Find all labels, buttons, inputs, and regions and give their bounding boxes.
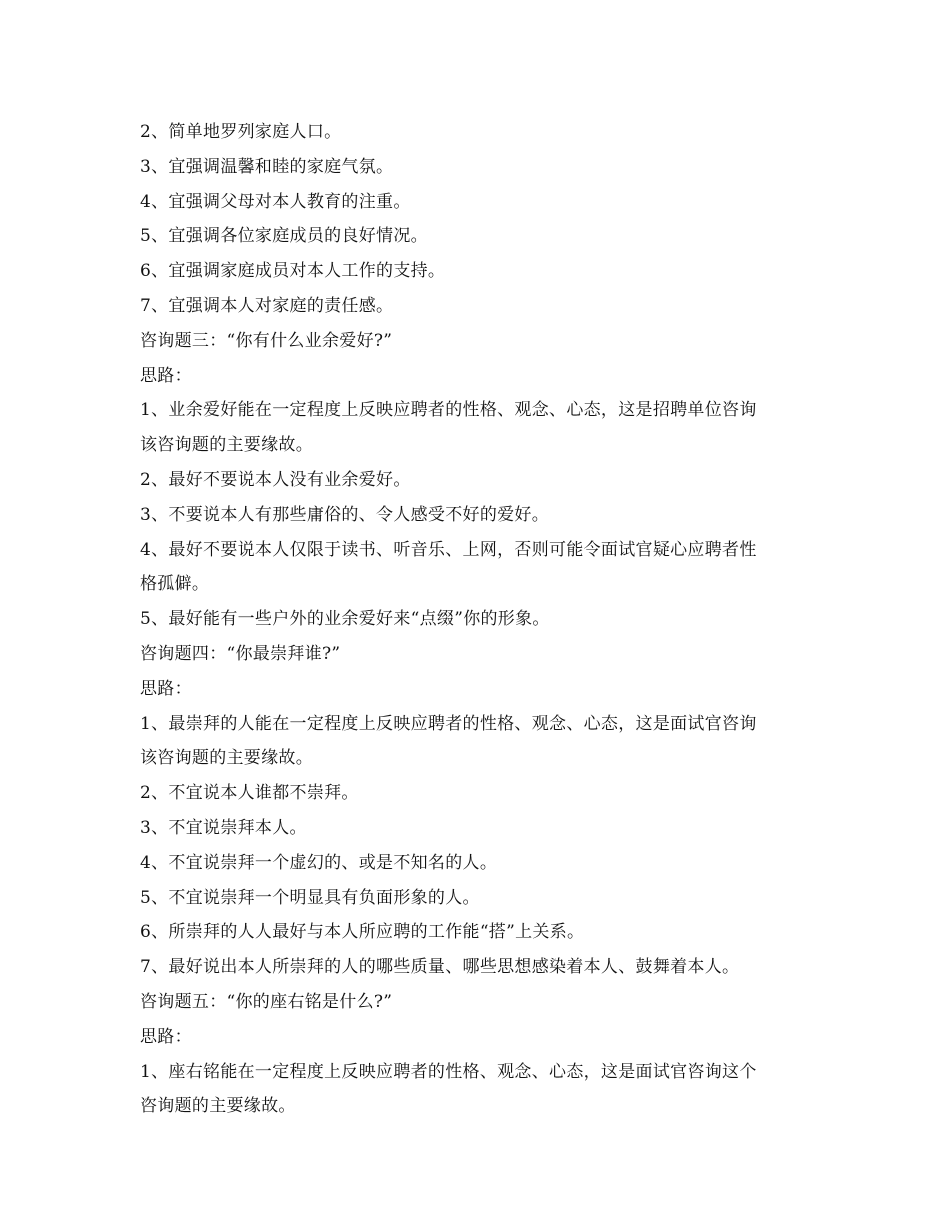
list-item-continuation: 格孤僻。	[140, 574, 210, 595]
document-body	[140, 115, 815, 1124]
list-item-continuation: 咨询题的主要缘故。	[140, 1096, 296, 1117]
list-item: 6、所崇拜的人人最好与本人所应聘的工作能“搭”上关系。	[140, 922, 585, 943]
list-item: 5、不宜说崇拜一个明显具有负面形象的人。	[140, 887, 480, 908]
list-item-continuation: 该咨询题的主要缘故。	[140, 748, 313, 769]
approach-label: 思路：	[140, 678, 192, 699]
list-item-continuation: 该咨询题的主要缘故。	[140, 435, 313, 456]
list-item: 2、最好不要说本人没有业余爱好。	[140, 469, 411, 490]
list-item: 2、简单地罗列家庭人口。	[140, 122, 342, 142]
list-item: 5、最好能有一些户外的业余爱好来“点缀”你的形象。	[140, 609, 550, 630]
question-heading-5: 咨询题五：“你的座右铭是什么?”	[140, 991, 393, 1012]
list-item: 4、宜强调父母对本人教育的注重。	[140, 191, 411, 212]
list-item: 1、最崇拜的人能在一定程度上反映应聘者的性格、观念、心态，这是面试官咨询	[140, 713, 757, 734]
list-item: 1、业余爱好能在一定程度上反映应聘者的性格、观念、心态，这是招聘单位咨询	[140, 400, 757, 421]
list-item: 3、不宜说崇拜本人。	[140, 817, 307, 838]
list-item: 3、宜强调温馨和睦的家庭气氛。	[140, 156, 394, 177]
approach-label: 思路：	[140, 365, 192, 386]
question-heading-3: 咨询题三：“你有什么业余爱好?”	[140, 330, 393, 351]
list-item: 7、最好说出本人所崇拜的人的哪些质量、哪些思想感染着本人、鼓舞着本人。	[140, 957, 740, 978]
list-item: 7、宜强调本人对家庭的责任感。	[140, 295, 394, 316]
list-item: 2、不宜说本人谁都不崇拜。	[140, 783, 359, 804]
list-item: 4、不宜说崇拜一个虚幻的、或是不知名的人。	[140, 852, 498, 873]
question-heading-4: 咨询题四：“你最崇拜谁?”	[140, 643, 341, 664]
approach-label: 思路：	[140, 1026, 192, 1047]
list-item: 5、宜强调各位家庭成员的良好情况。	[140, 226, 428, 247]
list-item: 6、宜强调家庭成员对本人工作的支持。	[140, 261, 446, 282]
list-item: 3、不要说本人有那些庸俗的、令人感受不好的爱好。	[140, 504, 550, 525]
list-item: 4、最好不要说本人仅限于读书、听音乐、上网，否则可能令面试官疑心应聘者性	[140, 539, 757, 560]
list-item: 1、座右铭能在一定程度上反映应聘者的性格、观念、心态，这是面试官咨询这个	[140, 1061, 757, 1082]
